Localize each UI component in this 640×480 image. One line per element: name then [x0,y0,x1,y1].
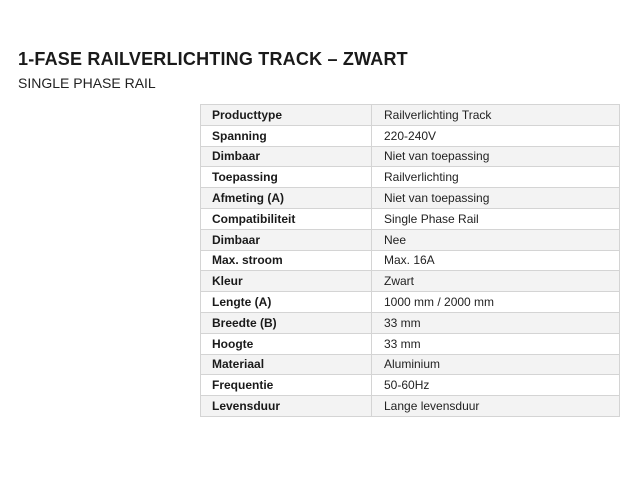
spec-key: Lengte (A) [201,292,372,313]
spec-value: 1000 mm / 2000 mm [372,292,620,313]
table-row [201,312,620,333]
table-row [201,208,620,229]
table-row [201,333,620,354]
table-row [201,292,620,313]
spec-value: Zwart [372,271,620,292]
spec-key: Hoogte [201,333,372,354]
table-row [201,375,620,396]
spec-value: Railverlichting Track [372,105,620,126]
page-title: 1-FASE RAILVERLICHTING TRACK – ZWART [18,49,408,69]
table-row [201,125,620,146]
table-row [201,188,620,209]
spec-value: Niet van toepassing [372,146,620,167]
spec-value: 220-240V [372,125,620,146]
spec-value: Niet van toepassing [372,188,620,209]
spec-value: Railverlichting [372,167,620,188]
spec-key: Dimbaar [201,146,372,167]
spec-value: 33 mm [372,312,620,333]
spec-key: Toepassing [201,167,372,188]
spec-key: Max. stroom [201,250,372,271]
table-row [201,354,620,375]
spec-key: Dimbaar [201,229,372,250]
spec-table [200,104,620,417]
table-row [201,105,620,126]
spec-key: Producttype [201,105,372,126]
spec-value: Lange levensduur [372,396,620,417]
table-row [201,229,620,250]
spec-key: Materiaal [201,354,372,375]
spec-key: Levensduur [201,396,372,417]
spec-key: Afmeting (A) [201,188,372,209]
spec-value: 33 mm [372,333,620,354]
spec-key: Kleur [201,271,372,292]
table-row [201,396,620,417]
spec-key: Compatibiliteit [201,208,372,229]
spec-key: Spanning [201,125,372,146]
spec-key: Breedte (B) [201,312,372,333]
table-row [201,250,620,271]
spec-key: Frequentie [201,375,372,396]
spec-value: Nee [372,229,620,250]
page-subtitle: SINGLE PHASE RAIL [18,75,156,91]
table-row [201,167,620,188]
spec-value: Max. 16A [372,250,620,271]
spec-value: Aluminium [372,354,620,375]
table-row [201,146,620,167]
spec-value: Single Phase Rail [372,208,620,229]
table-row [201,271,620,292]
spec-value: 50-60Hz [372,375,620,396]
